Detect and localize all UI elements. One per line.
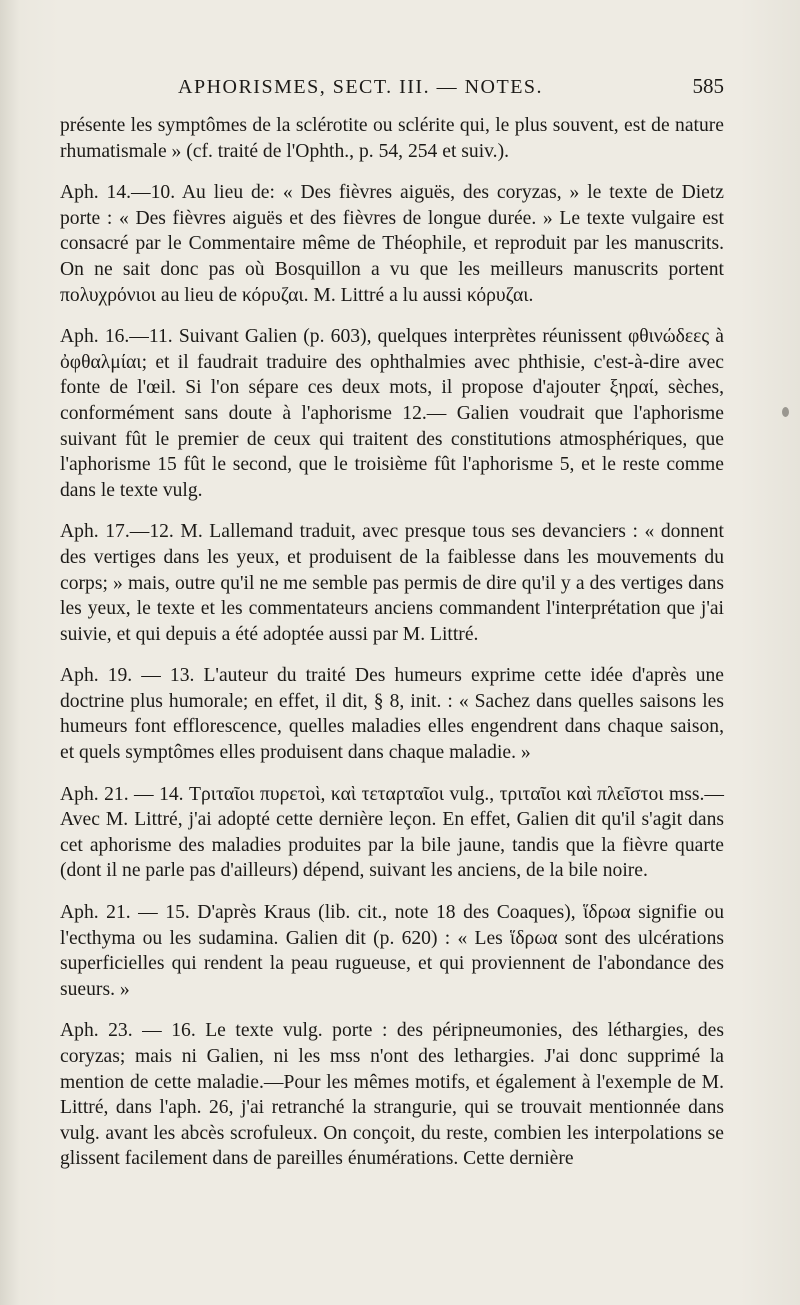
- page-number: 585: [692, 74, 724, 98]
- note-aph-19: Aph. 19. — 13. L'auteur du traité Des humeurs exprime cette idée d'après une doctrine plus humorale; en effet, il dit, § 8, init. : « Sachez dans quelles saisons les humeurs font efflorescence, quelles maladies elles engendrent dans chaque saison, et quels symptômes elles produisent dans chaque maladie. »: [60, 665, 724, 764]
- paragraph-continuation: présente les symptômes de la sclérotite ou sclérite qui, le plus souvent, est de nature rhumatismale » (cf. traité de l'Ophth., p. 54, 254 et suiv.).: [60, 115, 724, 162]
- note-aph-17: Aph. 17.—12. M. Lallemand traduit, avec presque tous ses devanciers : « donnent des vertiges dans les yeux, et produisent de la faiblesse dans les mouvements du corps; » mais, outre qu'il ne me semble pas permis de dire qu'il y a des vertiges dans les yeux, le texte et les commentateurs anciens commandent l'interprétation que j'ai suivie, et qui depuis a été adoptée aussi par M. Littré.: [60, 521, 724, 645]
- note-aph-14: Aph. 14.—10. Au lieu de: « Des fièvres aiguës, des coryzas, » le texte de Dietz porte : « Des fièvres aiguës et des fièvres de longue durée. » Le texte vulgaire est consacré par le Commentaire même de Théophile, et reproduit par les manuscrits. On ne sait donc pas où Bosquillon a vu que les meilleurs manuscrits portent πολυχρόνιοι au lieu de κόρυζαι. M. Littré a lu aussi κόρυζαι.: [60, 182, 724, 306]
- notes-body: [60, 113, 724, 1172]
- note-aph-23: Aph. 23. — 16. Le texte vulg. porte : des péripneumonies, des léthargies, des coryzas; mais ni Galien, ni les mss n'ont des lethargies. J'ai donc supprimé la mention de cette maladie.—Pour les mêmes motifs, et également à l'exemple de M. Littré, dans l'aph. 26, j'ai retranché la strangurie, qui se trouvait mentionnée dans vulg. avant les abcès scrofuleux. On conçoit, du reste, combien les interpolations se glissent facilement dans de pareilles énumérations. Cette dernière: [60, 1020, 724, 1170]
- note-aph-21-15: Aph. 21. — 15. D'après Kraus (lib. cit., note 18 des Coaques), ἵδρωα signifie ou l'ecthyma ou les sudamina. Galien dit (p. 620) : « Les ἵδρωα sont des ulcérations superficielles qui rendent la peau rugueuse, et qui proviennent de l'abondance des sueurs. »: [60, 902, 724, 1000]
- ink-spot: [782, 407, 789, 417]
- note-aph-21-14: Aph. 21. — 14. Τριταῖοι πυρετοὶ, καὶ τεταρταῖοι vulg., τριταῖοι καὶ πλεῖστοι mss.—Avec M. Littré, j'ai adopté cette dernière leçon. En effet, Galien dit qu'il s'agit dans cet aphorisme des maladies produites par la bile jaune, tandis que la fièvre quarte (dont il ne parle pas d'ailleurs) dépend, suivant les anciens, de la bile noire.: [60, 783, 724, 882]
- note-aph-16: Aph. 16.—11. Suivant Galien (p. 603), quelques interprètes réunissent φθινώδεες à ὀφθαλμίαι; et il faudrait traduire des ophthalmies avec phthisie, c'est-à-dire avec fonte de l'œil. Si l'on sépare ces deux mots, il propose d'ajouter ξηραί, sèches, conformément sans doute à l'aphorisme 12.— Galien voudrait que l'aphorisme suivant fût le premier de ceux qui traitent des constitutions atmosphériques, que l'aphorisme 15 fût le second, que le troisième fût l'aphorisme 5, et le reste comme dans le texte vulg.: [60, 326, 724, 501]
- running-header: [178, 74, 724, 99]
- header-title: APHORISMES, SECT. III. — NOTES.: [178, 76, 544, 98]
